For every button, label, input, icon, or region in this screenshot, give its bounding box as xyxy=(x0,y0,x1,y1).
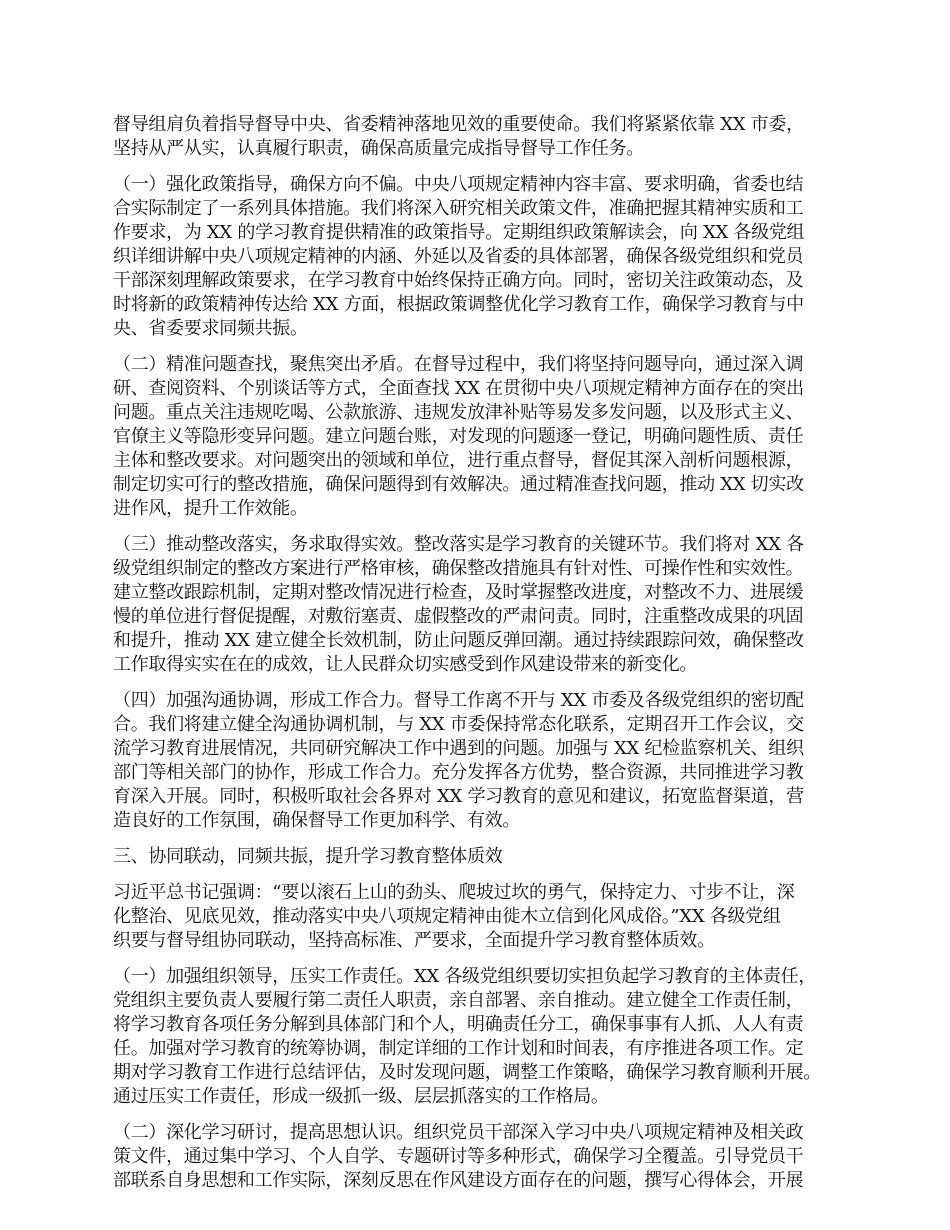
body-paragraph xyxy=(113,353,853,521)
text-line: （一）加强组织领导，压实工作责任。XX 各级党组织要切实担负起学习教育的主体责任， xyxy=(113,966,817,987)
text-line: 将学习教育各项任务分解到具体部门和个人，明确责任分工，确保事事有人抓、人人有责 xyxy=(113,1014,804,1035)
text-line: （四）加强沟通协调，形成工作合力。督导工作离不开与 XX 市委及各级党组织的密切配 xyxy=(113,690,804,711)
text-line: 部联系自身思想和工作实际，深刻反思在作风建设方面存在的问题，撰写心得体会，开展 xyxy=(113,1170,804,1191)
text-line: 任。加强对学习教育的统筹协调，制定详细的工作计划和时间表，有序推进各项工作。定 xyxy=(113,1038,804,1059)
text-line: 督导组肩负着指导督导中央、省委精神落地见效的重要使命。我们将紧紧依靠 XX 市委， xyxy=(113,114,804,135)
text-line: 级党组织制定的整改方案进行严格审核，确保整改措施具有针对性、可操作性和实效性。 xyxy=(113,558,804,579)
body-paragraph xyxy=(113,965,853,1109)
text-line: 干部深刻理解政策要求，在学习教育中始终保持正确方向。同时，密切关注政策动态，及 xyxy=(113,270,804,291)
body-paragraph xyxy=(113,533,853,677)
text-line: 建立整改跟踪机制，定期对整改情况进行检查，及时掌握整改进度，对整改不力、进展缓 xyxy=(113,582,804,603)
text-line: 工作取得实实在在的成效，让人民群众切实感受到作风建设带来的新变化。 xyxy=(113,654,698,675)
text-line: 通过压实工作责任，形成一级抓一级、层层抓落实的工作格局。 xyxy=(113,1086,609,1107)
text-line: （一）强化政策指导，确保方向不偏。中央八项规定精神内容丰富、要求明确，省委也结 xyxy=(113,174,804,195)
text-line: 问题。重点关注违规吃喝、公款旅游、违规发放津补贴等易发多发问题，以及形式主义、 xyxy=(113,402,804,423)
text-line: 党组织主要负责人要履行第二责任人职责，亲自部署、亲自推动。建立健全工作责任制， xyxy=(113,990,804,1011)
body-paragraph xyxy=(113,1121,853,1193)
text-line: 制定切实可行的整改措施，确保问题得到有效解决。通过精准查找问题，推动 XX 切实改 xyxy=(113,474,804,495)
text-line: 坚持从严从实，认真履行职责，确保高质量完成指导督导工作任务。 xyxy=(113,138,644,159)
text-line: 时将新的政策精神传达给 XX 方面，根据政策调整优化学习教育工作，确保学习教育与中 xyxy=(113,294,804,315)
text-line: 和提升，推动 XX 建立健全长效机制，防止问题反弹回潮。通过持续跟踪问效，确保整改 xyxy=(113,630,804,651)
body-paragraph xyxy=(113,689,853,833)
text-line: 策文件，通过集中学习、个人自学、专题研讨等多种形式，确保学习全覆盖。引导党员干 xyxy=(113,1146,804,1167)
text-line: 作要求，为 XX 的学习教育提供精准的政策指导。定期组织政策解读会，向 XX 各级党组 xyxy=(113,222,805,243)
section-heading xyxy=(113,845,853,869)
text-line: 慢的单位进行督促提醒，对敷衍塞责、虚假整改的严肃问责。同时，注重整改成果的巩固 xyxy=(113,606,804,627)
text-line: 习近平总书记强调：“要以滚石上山的劲头、爬坡过坎的勇气，保持定力、寸步不让，深 xyxy=(113,882,795,903)
text-line: （三）推动整改落实，务求取得实效。整改落实是学习教育的关键环节。我们将对 XX 各 xyxy=(113,534,804,555)
text-line: （二）精准问题查找，聚焦突出矛盾。在督导过程中，我们将坚持问题导向，通过深入调 xyxy=(113,354,804,375)
text-line: 织详细讲解中央八项规定精神的内涵、外延以及省委的具体部署，确保各级党组织和党员 xyxy=(113,246,804,267)
text-line: 合。我们将建立健全沟通协调机制，与 XX 市委保持常态化联系，定期召开工作会议，交 xyxy=(113,714,804,735)
text-line: 主体和整改要求。对问题突出的领域和单位，进行重点督导，督促其深入剖析问题根源， xyxy=(113,450,804,471)
text-line: 进作风，提升工作效能。 xyxy=(113,498,308,519)
text-line: 研、查阅资料、个别谈话等方式，全面查找 XX 在贯彻中央八项规定精神方面存在的突出 xyxy=(113,378,804,399)
text-line: 三、协同联动，同频共振，提升学习教育整体质效 xyxy=(113,846,503,867)
body-paragraph xyxy=(113,881,853,953)
text-line: 期对学习教育工作进行总结评估，及时发现问题，调整工作策略，确保学习教育顺利开展。 xyxy=(113,1062,821,1083)
text-line: （二）深化学习研讨，提高思想认识。组织党员干部深入学习中央八项规定精神及相关政 xyxy=(113,1122,804,1143)
text-line: 部门等相关部门的协作，形成工作合力。充分发挥各方优势，整合资源，共同推进学习教 xyxy=(113,762,804,783)
body-paragraph xyxy=(113,173,853,341)
text-line: 官僚主义等隐形变异问题。建立问题台账，对发现的问题逐一登记，明确问题性质、责任 xyxy=(113,426,804,447)
text-line: 育深入开展。同时，积极听取社会各界对 XX 学习教育的意见和建议，拓宽监督渠道，营 xyxy=(113,786,804,807)
text-line: 合实际制定了一系列具体措施。我们将深入研究相关政策文件，准确把握其精神实质和工 xyxy=(113,198,804,219)
body-paragraph xyxy=(113,113,853,161)
text-line: 造良好的工作氛围，确保督导工作更加科学、有效。 xyxy=(113,810,521,831)
text-line: 化整治、见底见效，推动落实中央八项规定精神由徙木立信到化风成俗。”XX 各级党组 xyxy=(113,906,781,927)
text-line: 织要与督导组协同联动，坚持高标准、严要求，全面提升学习教育整体质效。 xyxy=(113,930,715,951)
text-line: 流学习教育进展情况，共同研究解决工作中遇到的问题。加强与 XX 纪检监察机关、组织 xyxy=(113,738,804,759)
text-line: 央、省委要求同频共振。 xyxy=(113,318,308,339)
document-page xyxy=(113,113,853,1205)
